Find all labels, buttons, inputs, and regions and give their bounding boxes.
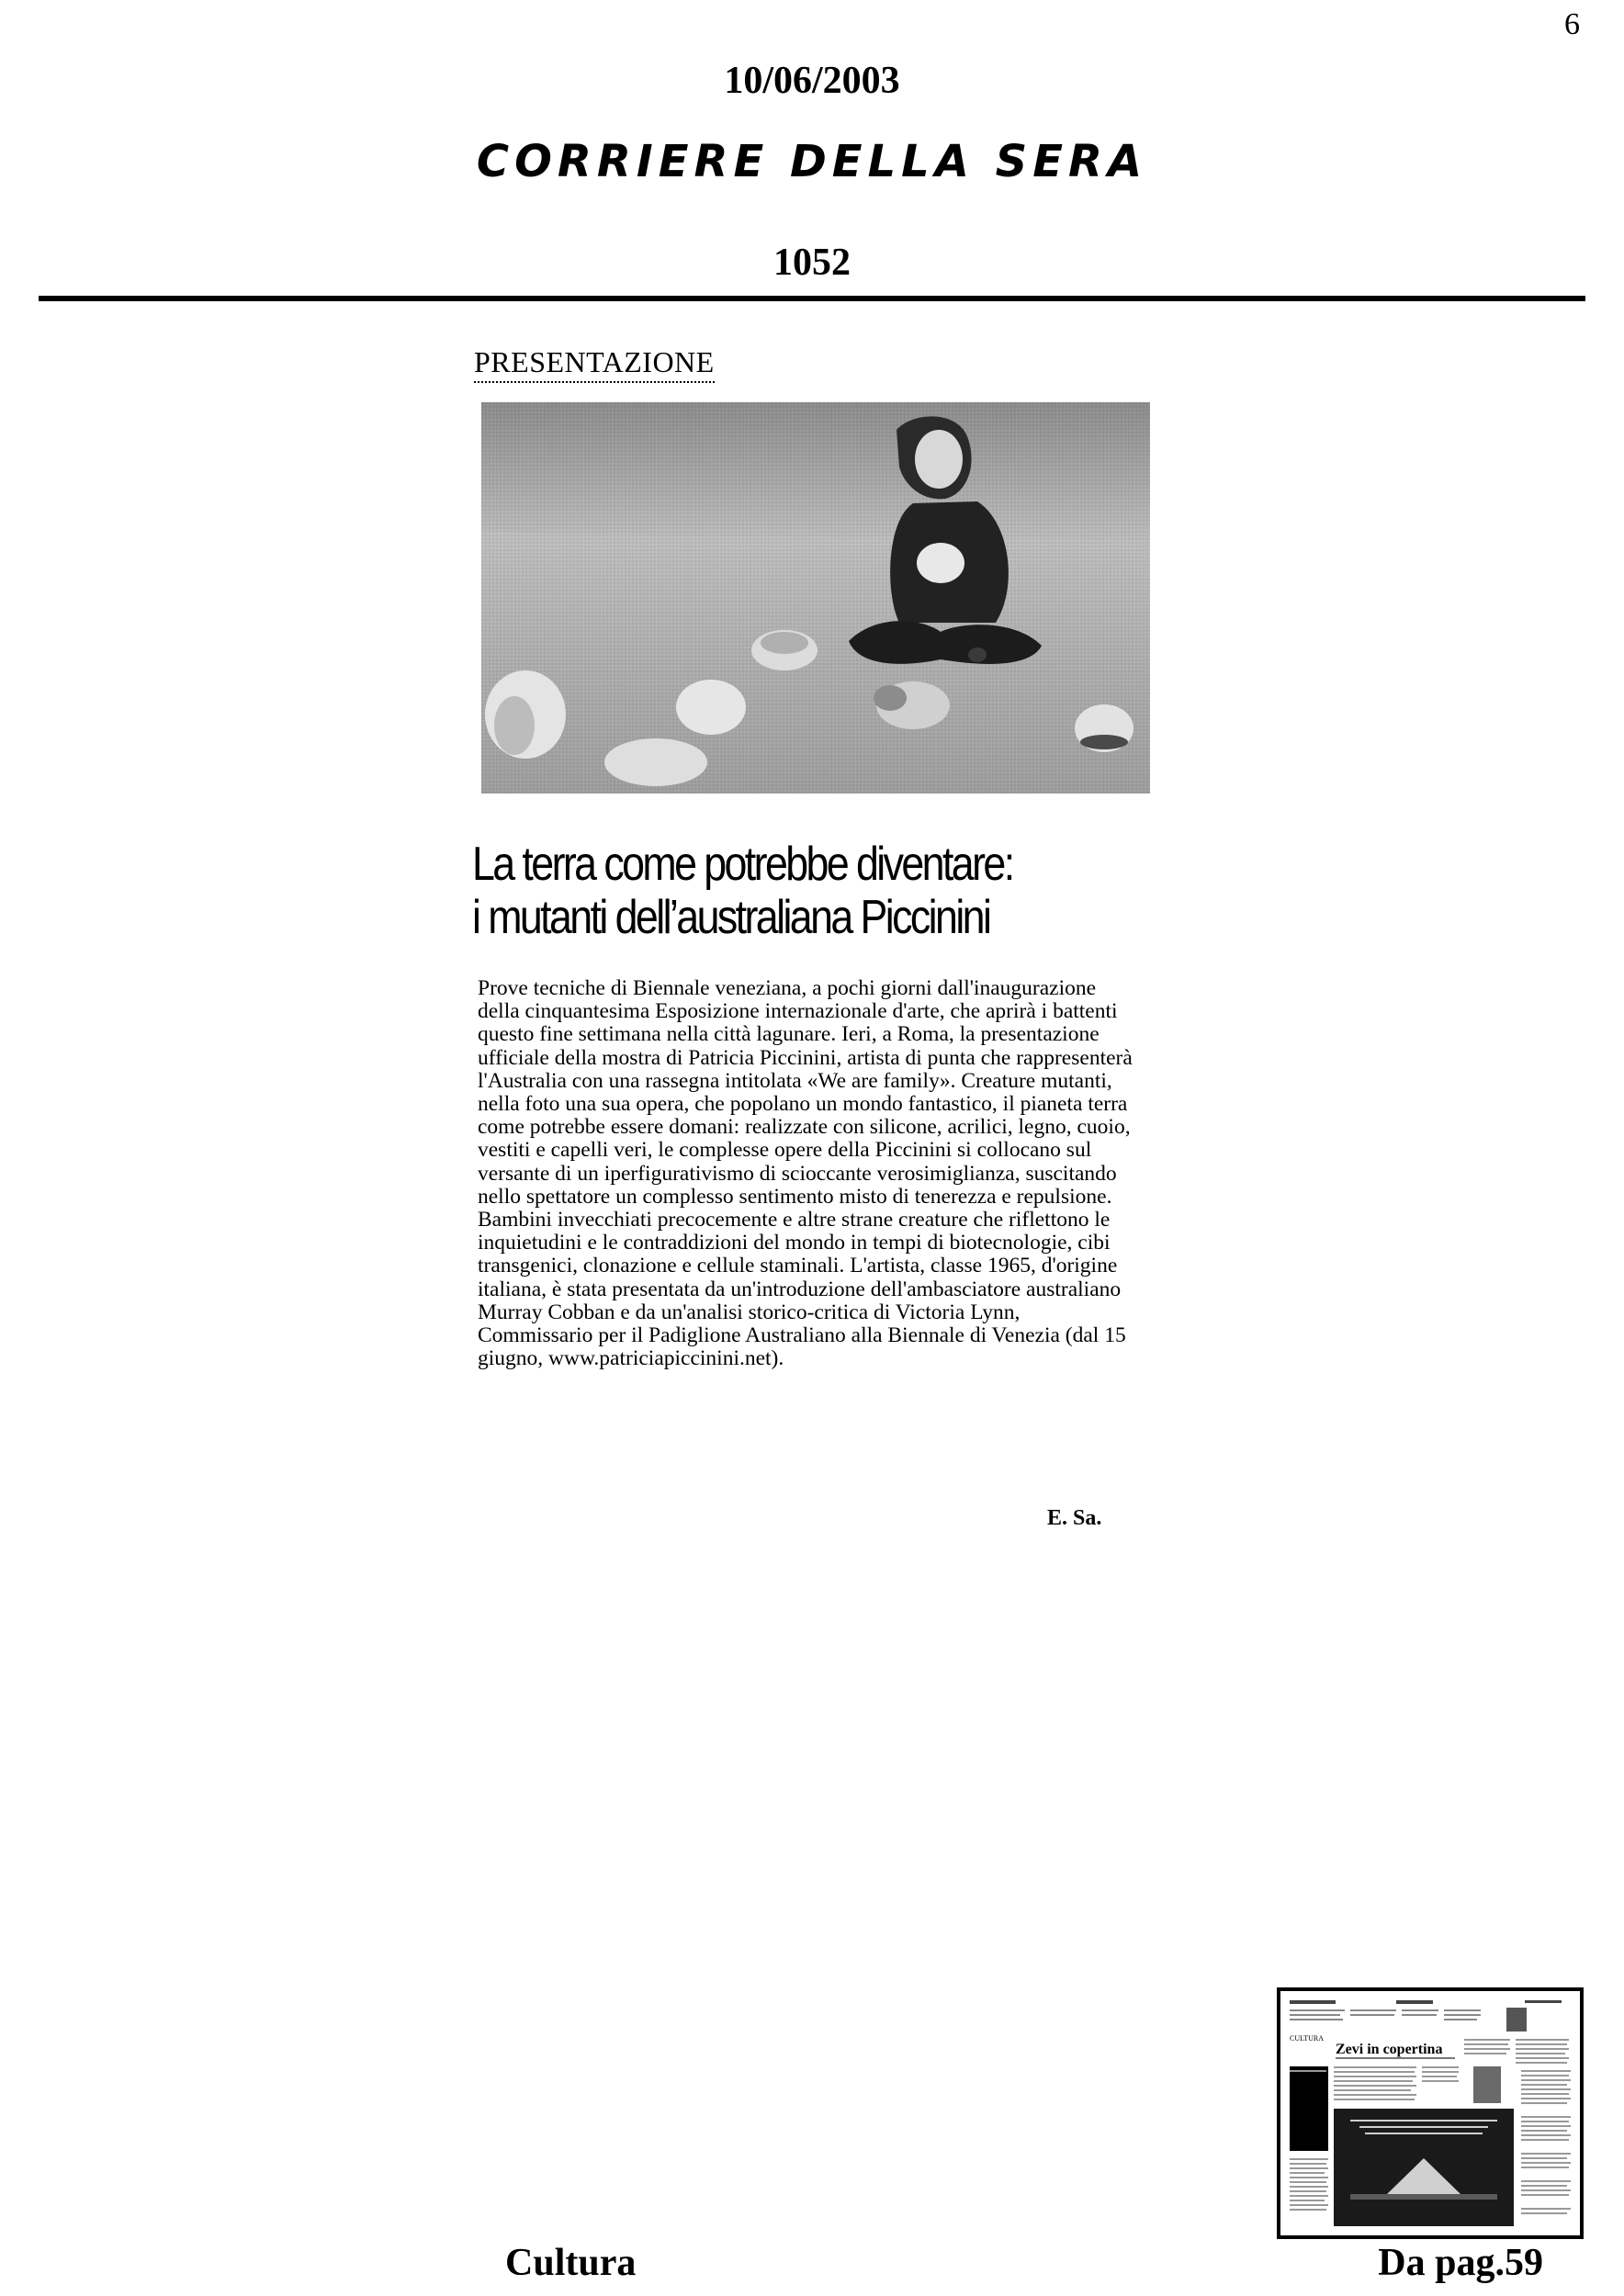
- clipping-code: 1052: [773, 242, 851, 284]
- headline-line-2: i mutanti dell’australiana Piccinini: [472, 891, 990, 944]
- article-body: Prove tecniche di Biennale veneziana, a pochi giorni dall'inaugurazione della cinquantesima Esposizione internazionale d'arte, che aprirà i battenti questo fine settimana nella città lagunare. Ieri, a Roma, la presentazione ufficiale della mostra di Patricia Piccinini, artista di punta che rappresenterà l'Australia con una rassegna intitolata «We are family». Creature mutanti, nella foto una sua opera, che popolano un mondo fantastico, il pianeta terra come potrebbe essere domani: realizzate con silicone, acrilici, legno, cuoio, vestiti e capelli veri, le complesse opere della Piccinini si collocano sul versante di un iperfigurativismo di scioccante verosimiglianza, suscitando nello spettatore un complesso sentimento misto di tenerezza e repulsione. Bambini invecchiati precocemente e altre strane creature che riflettono le inquietudini e le contraddizioni del mondo in tempi di biotecnologie, cibi transgenici, clonazione e cellule staminali. L'artista, classe 1965, d'origine italiana, è stata presentata da un'introduzione dell'ambasciatore australiano Murray Cobban e da un'analisi storico-critica di Victoria Lynn, Commissario per il Padiglione Australiano alla Biennale di Venezia (dal 15 giugno, www.patriciapiccinini.net).: [478, 976, 1133, 1371]
- thumbnail-headline: Zevi in copertina: [1336, 2042, 1443, 2057]
- headline-line-1: La terra come potrebbe diventare:: [472, 838, 1013, 891]
- page-thumbnail-image: [1286, 1997, 1574, 2230]
- thumbnail-section: CULTURA: [1290, 2034, 1325, 2043]
- publication-date: 10/06/2003: [724, 60, 900, 102]
- newspaper-name: CORRIERE DELLA SERA: [476, 136, 1148, 187]
- footer-source-page: Da pag.59: [1378, 2242, 1543, 2284]
- page-number: 6: [1564, 7, 1580, 41]
- article-photo: [481, 402, 1150, 793]
- footer-section-name: Cultura: [505, 2242, 637, 2284]
- section-label: PRESENTAZIONE: [474, 345, 715, 383]
- author-signature: E. Sa.: [1047, 1506, 1102, 1530]
- header-divider: [39, 296, 1585, 301]
- article-headline: [472, 838, 1167, 944]
- page-thumbnail: [1277, 1987, 1584, 2239]
